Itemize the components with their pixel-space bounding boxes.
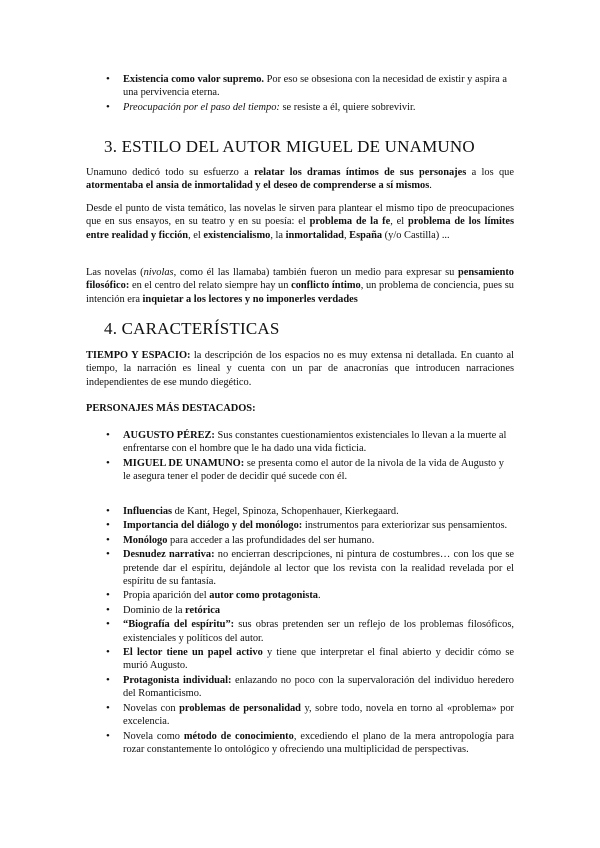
text-run: , la [270, 229, 286, 241]
bold-text: relatar los dramas íntimos de sus personajes [254, 167, 467, 178]
text-run: y tiene que interpretar el final abierto y decidir cómo se murió Augusto. [123, 647, 515, 672]
list-item [123, 457, 513, 484]
text-run: Las novelas ( [86, 267, 144, 278]
list-item [123, 674, 514, 701]
text-run: . [318, 590, 321, 602]
bold-text: Importancia del diálogo y del monólogo: [123, 520, 303, 532]
list-item [123, 505, 514, 518]
text-run: Novelas con [123, 702, 180, 714]
item-bold: Existencia como valor supremo. [123, 74, 265, 85]
bold-text: problemas de personalidad [179, 702, 301, 714]
bold-text: El lector tiene un papel activo [123, 647, 263, 659]
text-run: no encierran descripciones, ni pintura de costumbres… con los que se pretende dar el espíritu, dejándole al lector que los revista con la realidad revelada por el espíritu de su fantasía. [123, 549, 514, 588]
list-item [123, 548, 514, 588]
text-run: a los que [466, 167, 514, 178]
bold-text: España [349, 229, 383, 241]
text-run: la descripción de los espacios no es muy extensa ni detallada. En cuanto al tiempo, la narración es lineal y cuenta con un par de anacronías que introducen narraciones independientes de ese mundo diegético. [86, 350, 514, 388]
bold-text: conflicto íntimo [291, 280, 361, 292]
text-run: enlazando no poco con la supervaloración del individuo heredero del Romanticismo. [123, 674, 514, 700]
bold-text: Influencias [123, 506, 173, 517]
bold-text: pensamiento filosófico: [86, 267, 514, 292]
section-3-paragraph-3 [86, 266, 514, 306]
bold-text: MIGUEL DE UNAMUNO: [123, 457, 245, 469]
bold-text: retórica [185, 604, 221, 616]
list-item [123, 604, 514, 617]
bold-text: problema de los límites entre realidad y ficción [86, 216, 514, 241]
bold-text: problema de la fe [309, 216, 391, 228]
list-item [123, 730, 514, 757]
text-run: Unamuno dedicó todo su esfuerzo a [86, 167, 255, 178]
item-text: se resiste a él, quiere sobrevivir. [279, 101, 416, 113]
text-run: sus obras pretenden ser un reflejo de los problemas filosóficos, existenciales y políticos del autor. [123, 619, 514, 644]
text-run: Dominio de la [123, 604, 186, 616]
text-run: se presenta como el autor de la nivola de la vida de Augusto y le asegura tener el poder de decidir qué sucede con él. [123, 457, 504, 483]
section-3-title: 3. ESTILO DEL AUTOR MIGUEL DE UNAMUNO [104, 137, 475, 156]
text-run: y, sobre todo, novela en torno al «problema» por excelencia. [123, 702, 515, 728]
text-run: para acceder a las profundidades del ser humano. [167, 534, 375, 546]
text-run: en el centro del relato siempre hay un [129, 280, 292, 292]
text-run: , un problema de conciencia, pues su intención era [86, 280, 514, 305]
section-3-paragraph-1 [86, 166, 514, 193]
section-3-paragraph-2 [86, 202, 514, 242]
bold-text: atormentaba el ansia de inmortalidad y el deseo de comprenderse a sí mismos [86, 180, 430, 192]
bold-text: AUGUSTO PÉREZ: [123, 430, 215, 441]
item-italic: Preocupación por el paso del tiempo: [123, 101, 280, 113]
top-bullet-list [123, 73, 516, 114]
italic-text: nivolas [143, 267, 174, 278]
text-run: Propia aparición del [123, 590, 210, 602]
text-run: Sus constantes cuestionamientos existenciales lo llevan a la muerte al enfrentarse con el hombre que le ha dado una vida ficticia. [123, 430, 507, 455]
item-text: Por eso se obsesiona con la necesidad de existir y aspira a una pervivencia eterna. [123, 74, 507, 99]
text-run: Novela como [123, 730, 184, 742]
personajes-heading: PERSONAJES MÁS DESTACADOS: [86, 403, 256, 414]
text-run: , como él las llamaba) también fueron un medio para expresar su [173, 267, 458, 278]
bold-text: método de conocimiento [183, 730, 294, 742]
list-item [123, 519, 514, 532]
text-run: , el [188, 229, 204, 241]
text-run: (y/o Castilla) ... [382, 229, 450, 241]
bold-text: TIEMPO Y ESPACIO: [86, 350, 191, 361]
list-item [123, 429, 513, 456]
list-item [123, 101, 516, 114]
list-item [123, 618, 514, 645]
bold-text: autor como protagonista [209, 590, 318, 602]
tiempo-espacio-paragraph [86, 349, 514, 389]
text-run: , [343, 229, 350, 241]
bold-text: Desnudez narrativa: [123, 549, 215, 561]
features-list [123, 505, 514, 756]
personajes-list [123, 429, 513, 484]
bold-text: existencialismo [203, 229, 271, 241]
bold-text: inquietar a los lectores y no imponerles verdades [142, 293, 358, 305]
text-run: Desde el punto de vista temático, las novelas le sirven para plantear el mismo tipo de preocupaciones que en sus ensayos, en su teatro y en su poesía: el [86, 203, 514, 228]
bold-text: Protagonista individual: [123, 674, 232, 686]
list-item [123, 589, 514, 602]
bold-text: inmortalidad [285, 229, 344, 241]
text-run: instrumentos para exteriorizar sus pensamientos. [302, 520, 508, 532]
bold-text: Monólogo [123, 534, 168, 546]
list-item [123, 534, 514, 547]
text-run: , el [390, 216, 408, 228]
section-4-title: 4. CARACTERÍSTICAS [104, 319, 280, 338]
bold-text: “Biografía del espíritu”: [123, 619, 235, 631]
list-item [123, 646, 514, 673]
text-run: , excediendo el plano de la mera antropología para rozar constantemente lo ontológico y ofreciendo una multiplicidad de perspectivas. [123, 730, 514, 755]
list-item [123, 73, 516, 100]
list-item [123, 702, 514, 729]
text-run: . [429, 180, 432, 192]
text-run: de Kant, Hegel, Spinoza, Schopenhauer, Kierkegaard. [172, 506, 399, 517]
